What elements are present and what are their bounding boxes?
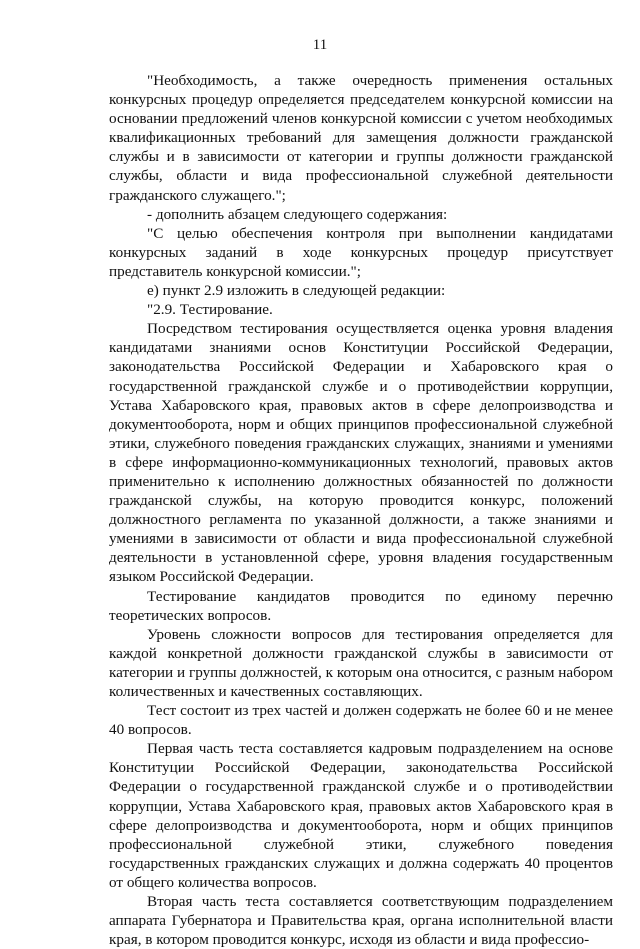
paragraph: "Необходимость, а также очередность применения остальных конкурсных процедур определяется председателем конкурсной комиссии на основании предложений членов конкурсной комиссии с учетом необходимых квалификационных требований для замещения должности гражданской службы и в зависимости от категории и группы должности гражданской службы, области и вида профессиональной служебной деятельности гражданского служащего."; xyxy=(109,72,613,204)
paragraph: - дополнить абзацем следующего содержания: xyxy=(147,205,448,223)
paragraph: "2.9. Тестирование. xyxy=(147,301,273,319)
paragraph: Тестирование кандидатов проводится по единому перечню теоретических вопросов. xyxy=(109,587,613,624)
paragraph: Уровень сложности вопросов для тестирования определяется для каждой конкретной должности гражданской службы в зависимости от категории и группы должностей, к которым она относится, с разным набором количественных и качественных составляющих. xyxy=(109,625,613,700)
paragraph: "С целью обеспечения контроля при выполнении кандидатами конкурсных заданий в ходе конкурсных процедур присутствует представитель конкурсной комиссии."; xyxy=(109,224,613,280)
paragraph: Первая часть теста составляется кадровым подразделением на основе Конституции Российской Федерации, законодательства Российской Федерации о государственной гражданской службе и о противодействии коррупции, Устава Хабаровского края, правовых актов Хабаровского края в сфере делопроизводства и документооборота, норм и общих принципов профессиональной служебной этики, служебного поведения государственных гражданских служащих и должна содержать 40 процентов от общего количества вопросов. xyxy=(109,740,613,891)
paragraph: Посредством тестирования осуществляется оценка уровня владения кандидатами знаниями основ Конституции Российской Федерации, законодательства Российской Федерации и Хабаровского края о государственной гражданской службе и о противодействии коррупции, Устава Хабаровского края, правовых актов в сфере делопроизводства и документооборота, норм и общих принципов профессиональной служебной этики, служебного поведения гражданских служащих, знаниями и умениями в сфере информационно-коммуникационных технологий, правовых актов применительно к исполнению должностных обязанностей по должности гражданской службы, на которую проводится конкурс, положений должностного регламента по указанной должности, а также знаниями и умениями в зависимости от области и вида профессиональной служебной деятельности в установленной сфере, уровня владения государственным языком Российской Федерации. xyxy=(109,320,613,586)
page-number: 11 xyxy=(312,37,328,53)
document-body xyxy=(109,71,613,949)
paragraph: е) пункт 2.9 изложить в следующей редакции: xyxy=(147,282,446,300)
paragraph: Тест состоит из трех частей и должен содержать не более 60 и не менее 40 вопросов. xyxy=(109,702,613,739)
paragraph: Вторая часть теста составляется соответствующим подразделением аппарата Губернатора и Правительства края, органа исполнительной власти края, в котором проводится конкурс, исходя из области и вида профессио- xyxy=(109,893,613,949)
